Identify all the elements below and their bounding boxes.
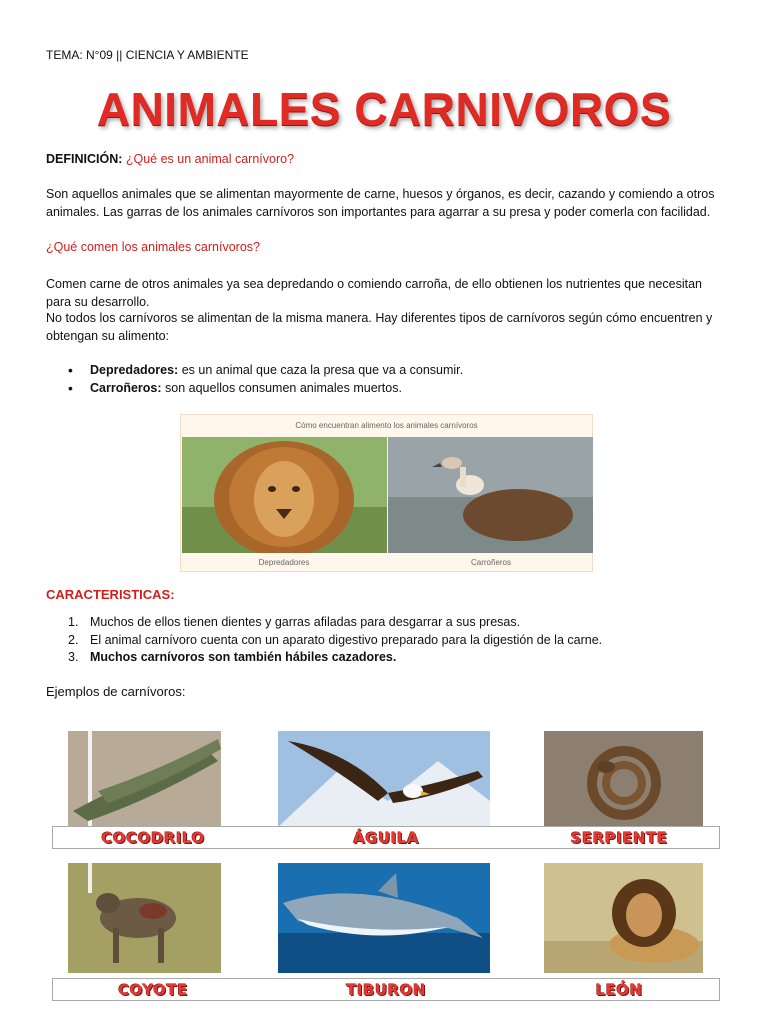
label-cocodrilo: COCODRILO <box>101 829 205 847</box>
vulture-image <box>388 437 593 553</box>
characteristics-heading: CARACTERISTICAS: <box>46 587 175 602</box>
eagle-image <box>278 731 490 827</box>
label-serpiente: SERPIENTE <box>570 829 668 847</box>
row2-label-bar <box>52 978 720 1001</box>
figure-caption: Cómo encuentran alimento los animales carnívoros <box>295 421 478 430</box>
list-item: 1. Muchos de ellos tienen dientes y garras afiladas para desgarrar a sus presas. <box>68 615 521 629</box>
diet-question: ¿Qué comen los animales carnívoros? <box>46 240 260 254</box>
list-item: • Carroñeros: son aquellos consumen animales muertos. <box>46 379 726 397</box>
lion-image <box>182 437 387 553</box>
definition-heading <box>46 151 294 169</box>
figure-label-predators: Depredadores <box>258 558 310 567</box>
row1-label-bar <box>52 826 720 849</box>
diet-paragraph-2: No todos los carnívoros se alimentan de la misma manera. Hay diferentes tipos de carnívoros según cómo encuentren y obtengan su alimento: <box>46 311 713 343</box>
label-leon: LEÓN <box>595 981 643 999</box>
snake-image <box>544 731 703 827</box>
label-coyote: COYOTE <box>118 981 188 999</box>
feeding-types-figure <box>180 414 593 572</box>
diet-paragraph-1: Comen carne de otros animales ya sea depredando o comiendo carroña, de ello obtienen los nutrientes que necesitan para su desarrollo. <box>46 277 702 309</box>
characteristics-list <box>46 614 736 667</box>
coyote-image <box>68 863 221 973</box>
definition-paragraph: Son aquellos animales que se alimentan mayormente de carne, huesos y órganos, es decir, cazando y comiendo a otros animales. Las garras de los animales carnívoros son importantes para agarrar a su presa y poder comerla con facilidad. <box>46 187 715 219</box>
label-tiburon: TIBURON <box>346 981 426 999</box>
lion-example-image <box>544 863 703 973</box>
diet-types-list <box>46 361 726 397</box>
page-title: ANIMALES CARNIVOROS <box>96 83 672 135</box>
list-item: 3. Muchos carnívoros son también hábiles cazadores. <box>68 650 397 664</box>
crocodile-image <box>68 731 221 827</box>
topic-line: TEMA: N°09 || CIENCIA Y AMBIENTE <box>46 48 249 62</box>
shark-image <box>278 863 490 973</box>
definition-question: ¿Qué es un animal carnívoro? <box>125 152 295 166</box>
list-item: • Depredadores: es un animal que caza la presa que va a consumir. <box>46 361 726 379</box>
list-item: 2. El animal carnívoro cuenta con un aparato digestivo preparado para la digestión de la carne. <box>68 632 603 647</box>
figure-label-scavengers: Carroñeros <box>470 558 511 567</box>
examples-heading: Ejemplos de carnívoros: <box>46 684 186 699</box>
label-aguila: ÁGUILA <box>353 829 419 847</box>
definition-label: DEFINICIÓN: <box>46 152 123 166</box>
